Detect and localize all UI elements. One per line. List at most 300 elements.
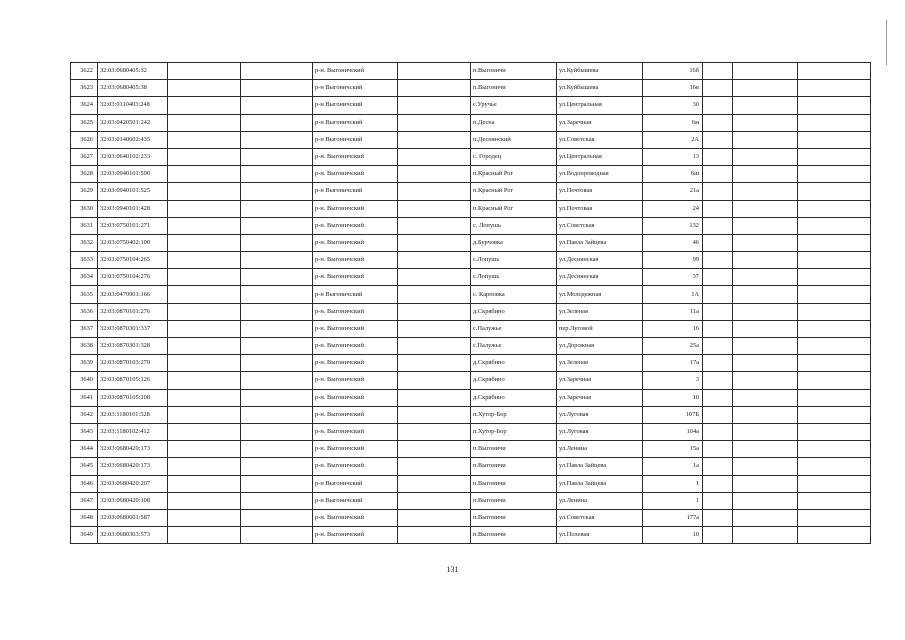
district-cell: р-н Выгоничский [313,80,398,97]
table-row [71,286,871,303]
cadastral-number-cell: 32:03:0680420:173 [98,441,168,458]
street-cell: ул.Куйбышева [557,80,643,97]
empty-cell [733,527,798,544]
empty-cell [703,183,733,200]
empty-cell [241,527,313,544]
record-number-cell: 3630 [71,200,98,217]
cadastral-number-cell: 32:03:0870105:108 [98,389,168,406]
empty-cell [241,492,313,509]
settlement-cell: с.Палужье [471,320,557,337]
settlement-cell: п.Выгоничи [471,509,557,526]
settlement-cell: п.Хутор-Бор [471,406,557,423]
record-number-cell: 3634 [71,269,98,286]
empty-cell [798,527,871,544]
street-cell: ул.Молодежная [557,286,643,303]
settlement-cell: п.Выгоничи [471,63,557,80]
empty-cell [703,406,733,423]
empty-cell [168,441,241,458]
empty-cell [798,303,871,320]
record-number-cell: 3627 [71,148,98,165]
empty-cell [703,372,733,389]
empty-cell [168,423,241,440]
street-cell: ул.Дорожная [557,338,643,355]
record-number-cell: 3629 [71,183,98,200]
house-number-cell: 16в [643,80,703,97]
empty-cell [798,423,871,440]
empty-cell [798,320,871,337]
district-cell: р-н. Выгоничский [313,234,398,251]
empty-cell [398,320,471,337]
empty-cell [798,389,871,406]
page-number: 131 [446,565,459,574]
table-row [71,63,871,80]
empty-cell [703,475,733,492]
empty-cell [168,183,241,200]
empty-cell [168,217,241,234]
house-number-cell: 107Б [643,406,703,423]
empty-cell [241,441,313,458]
street-cell: ул.Советская [557,217,643,234]
cadastral-number-cell: 32:03:0750101:271 [98,217,168,234]
house-number-cell: 17а [643,355,703,372]
settlement-cell: д.Скрябино [471,355,557,372]
street-cell: ул.Зеленая [557,355,643,372]
street-cell: ул.Куйбышева [557,63,643,80]
empty-cell [703,200,733,217]
empty-cell [168,509,241,526]
street-cell: ул.Луговая [557,423,643,440]
empty-cell [241,131,313,148]
table-row [71,217,871,234]
settlement-cell: п.Красный Рог [471,200,557,217]
empty-cell [798,492,871,509]
table-row [71,509,871,526]
house-number-cell: 1а [643,458,703,475]
empty-cell [733,509,798,526]
house-number-cell: 24 [643,200,703,217]
empty-cell [168,303,241,320]
empty-cell [398,286,471,303]
empty-cell [398,131,471,148]
empty-cell [798,200,871,217]
empty-cell [241,269,313,286]
settlement-cell: с. Лопушь [471,217,557,234]
empty-cell [168,355,241,372]
empty-cell [398,527,471,544]
empty-cell [733,475,798,492]
street-cell: ул.Павла Зайцева [557,234,643,251]
record-number-cell: 3631 [71,217,98,234]
settlement-cell: п.Выгоничи [471,492,557,509]
cadastral-number-cell: 32:03:0680420:173 [98,458,168,475]
cadastral-number-cell: 32:03:0750104:276 [98,269,168,286]
empty-cell [168,458,241,475]
empty-cell [398,252,471,269]
settlement-cell: п.Красный Рог [471,183,557,200]
empty-cell [168,114,241,131]
empty-cell [241,406,313,423]
cadastral-number-cell: 32:03:0140602:435 [98,131,168,148]
empty-cell [703,269,733,286]
empty-cell [703,303,733,320]
empty-cell [241,148,313,165]
cadastral-number-cell: 32:03:0680601:587 [98,509,168,526]
empty-cell [733,458,798,475]
empty-cell [733,80,798,97]
street-cell: ул.Зеленая [557,303,643,320]
district-cell: р-н. Выгоничский [313,458,398,475]
settlement-cell: с. Карповка [471,286,557,303]
house-number-cell: 13 [643,148,703,165]
empty-cell [798,441,871,458]
empty-cell [703,320,733,337]
cadastral-number-cell: 32:03:1180102:412 [98,423,168,440]
empty-cell [733,97,798,114]
empty-cell [398,458,471,475]
empty-cell [241,423,313,440]
empty-cell [398,406,471,423]
empty-cell [798,80,871,97]
table-row [71,527,871,544]
empty-cell [798,183,871,200]
table-row [71,355,871,372]
empty-cell [733,114,798,131]
record-number-cell: 3633 [71,252,98,269]
district-cell: р-н Выгоничский [313,114,398,131]
empty-cell [703,441,733,458]
street-cell: ул.Почтовая [557,183,643,200]
house-number-cell: 10 [643,527,703,544]
empty-cell [798,166,871,183]
settlement-cell: п.Выгоничи [471,475,557,492]
cadastral-number-cell: 32:03:0870103:270 [98,355,168,372]
table-row [71,372,871,389]
record-number-cell: 3645 [71,458,98,475]
empty-cell [733,389,798,406]
street-cell: ул.Луговая [557,406,643,423]
district-cell: р-н. Выгоничский [313,166,398,183]
empty-cell [241,97,313,114]
empty-cell [241,389,313,406]
empty-cell [798,63,871,80]
district-cell: р-н Выгоничский [313,131,398,148]
empty-cell [398,234,471,251]
cadastral-number-cell: 32:03:0680420:108 [98,492,168,509]
empty-cell [733,423,798,440]
empty-cell [703,217,733,234]
empty-cell [168,338,241,355]
empty-cell [398,183,471,200]
settlement-cell: с. Городец [471,148,557,165]
house-number-cell: 1 [643,492,703,509]
street-cell: ул.Заречная [557,372,643,389]
empty-cell [733,131,798,148]
house-number-cell: 99 [643,252,703,269]
table-row [71,492,871,509]
cadastral-number-cell: 32:03:0680405:38 [98,80,168,97]
record-number-cell: 3642 [71,406,98,423]
district-cell: р-н. Выгоничский [313,252,398,269]
empty-cell [398,148,471,165]
empty-cell [241,234,313,251]
empty-cell [703,148,733,165]
record-number-cell: 3625 [71,114,98,131]
street-cell: ул.Центральная [557,97,643,114]
empty-cell [798,217,871,234]
empty-cell [398,166,471,183]
empty-cell [703,509,733,526]
empty-cell [241,458,313,475]
settlement-cell: п.Выгоничи [471,527,557,544]
street-cell: ул.Павла Зайцева [557,458,643,475]
house-number-cell: 21а [643,183,703,200]
empty-cell [703,458,733,475]
table-row [71,183,871,200]
empty-cell [241,63,313,80]
empty-cell [241,475,313,492]
district-cell: р-н Выгоничский [313,183,398,200]
settlement-cell: п.Выгоничи [471,80,557,97]
empty-cell [733,286,798,303]
empty-cell [703,527,733,544]
empty-cell [703,114,733,131]
empty-cell [703,97,733,114]
district-cell: р-н Выгоничский [313,97,398,114]
house-number-cell: 177а [643,509,703,526]
empty-cell [398,492,471,509]
record-number-cell: 3632 [71,234,98,251]
settlement-cell: п.Выгоничи [471,458,557,475]
street-cell: ул.Советская [557,131,643,148]
cadastral-number-cell: 32:03:0870301:328 [98,338,168,355]
house-number-cell: 10 [643,389,703,406]
cadastral-number-cell: 32:03:0680405:32 [98,63,168,80]
district-cell: р-н Выгоничский [313,492,398,509]
empty-cell [703,389,733,406]
table-row [71,97,871,114]
empty-cell [733,492,798,509]
empty-cell [168,286,241,303]
empty-cell [398,303,471,320]
settlement-cell: п.Красный Рог [471,166,557,183]
table-row [71,269,871,286]
settlement-cell: п.Выгоничи [471,441,557,458]
empty-cell [798,97,871,114]
empty-cell [398,114,471,131]
house-number-cell: 6м [643,114,703,131]
empty-cell [241,114,313,131]
table-row [71,338,871,355]
cadastral-number-cell: 32:03:0750402:100 [98,234,168,251]
empty-cell [733,166,798,183]
empty-cell [398,509,471,526]
table-row [71,475,871,492]
cadastral-number-cell: 32:03:0470901:166 [98,286,168,303]
empty-cell [703,286,733,303]
empty-cell [241,320,313,337]
street-cell: ул.Заречная [557,389,643,406]
register-table-body [71,63,871,544]
empty-cell [168,269,241,286]
empty-cell [733,200,798,217]
street-cell: пер.Луговой [557,320,643,337]
empty-cell [168,131,241,148]
table-row [71,320,871,337]
settlement-cell: с.Палужье [471,338,557,355]
empty-cell [733,252,798,269]
empty-cell [241,338,313,355]
district-cell: р-н. Выгоничский [313,303,398,320]
street-cell: ул.Советская [557,509,643,526]
settlement-cell: с.Лопушь [471,252,557,269]
cadastral-number-cell: 32:03:1180101:528 [98,406,168,423]
house-number-cell: 15а [643,441,703,458]
record-number-cell: 3628 [71,166,98,183]
street-cell: ул.Павла Зайцева [557,475,643,492]
empty-cell [168,406,241,423]
cadastral-number-cell: 32:03:0110403:248 [98,97,168,114]
table-row [71,458,871,475]
settlement-cell: д.Бурчовка [471,234,557,251]
street-cell: ул.Водопроводная [557,166,643,183]
table-row [71,80,871,97]
empty-cell [241,80,313,97]
record-number-cell: 3638 [71,338,98,355]
district-cell: р-н. Выгоничский [313,441,398,458]
empty-cell [168,320,241,337]
district-cell: р-н. Выгоничский [313,200,398,217]
table-row [71,441,871,458]
settlement-cell: п.Десна [471,114,557,131]
house-number-cell: 37 [643,269,703,286]
district-cell: р-н. Выгоничский [313,355,398,372]
table-row [71,148,871,165]
street-cell: ул.Полевая [557,527,643,544]
empty-cell [241,200,313,217]
settlement-cell: с.Лопушь [471,269,557,286]
district-cell: р-н. Выгоничский [313,509,398,526]
house-number-cell: 30 [643,97,703,114]
empty-cell [733,355,798,372]
table-row [71,131,871,148]
empty-cell [398,97,471,114]
cadastral-number-cell: 32:03:0870301:337 [98,320,168,337]
empty-cell [241,252,313,269]
empty-cell [703,80,733,97]
district-cell: р-н. Выгоничский [313,389,398,406]
table-row [71,166,871,183]
empty-cell [398,338,471,355]
empty-cell [798,234,871,251]
empty-cell [168,148,241,165]
empty-cell [798,269,871,286]
empty-cell [398,80,471,97]
record-number-cell: 3624 [71,97,98,114]
settlement-cell: п.Хутор-Бор [471,423,557,440]
house-number-cell: 1А [643,286,703,303]
street-cell: ул.Ленина [557,492,643,509]
record-number-cell: 3635 [71,286,98,303]
empty-cell [241,372,313,389]
district-cell: р-н. Выгоничский [313,406,398,423]
empty-cell [798,114,871,131]
empty-cell [241,217,313,234]
table-row [71,200,871,217]
record-number-cell: 3626 [71,131,98,148]
record-number-cell: 3647 [71,492,98,509]
record-number-cell: 3644 [71,441,98,458]
empty-cell [241,303,313,320]
empty-cell [733,217,798,234]
district-cell: р-н. Выгоничский [313,148,398,165]
cadastral-number-cell: 32:03:0420501:242 [98,114,168,131]
empty-cell [168,200,241,217]
street-cell: ул.Почтовая [557,200,643,217]
empty-cell [733,148,798,165]
district-cell: р-н Выгоничский [313,475,398,492]
empty-cell [703,492,733,509]
empty-cell [398,200,471,217]
empty-cell [798,338,871,355]
empty-cell [398,355,471,372]
district-cell: р-н. Выгоничский [313,269,398,286]
cadastral-number-cell: 32:03:0750104:265 [98,252,168,269]
empty-cell [398,269,471,286]
empty-cell [168,372,241,389]
empty-cell [703,252,733,269]
house-number-cell: 25а [643,338,703,355]
empty-cell [168,475,241,492]
empty-cell [168,389,241,406]
empty-cell [398,372,471,389]
record-number-cell: 3648 [71,509,98,526]
empty-cell [798,458,871,475]
empty-cell [798,148,871,165]
empty-cell [703,131,733,148]
settlement-cell: п.Деснянский [471,131,557,148]
district-cell: р-н. Выгоничский [313,320,398,337]
table-row [71,423,871,440]
table-row [71,234,871,251]
empty-cell [798,252,871,269]
empty-cell [798,286,871,303]
empty-cell [241,166,313,183]
house-number-cell: 2А [643,131,703,148]
record-number-cell: 3636 [71,303,98,320]
house-number-cell: 16б [643,63,703,80]
empty-cell [398,63,471,80]
empty-cell [168,97,241,114]
empty-cell [398,389,471,406]
empty-cell [241,509,313,526]
street-cell: ул.Центральная [557,148,643,165]
district-cell: р-н. Выгоничский [313,217,398,234]
district-cell: р-н. Выгоничский [313,63,398,80]
empty-cell [733,320,798,337]
record-number-cell: 3649 [71,527,98,544]
record-number-cell: 3646 [71,475,98,492]
house-number-cell: 104а [643,423,703,440]
house-number-cell: 16 [643,320,703,337]
empty-cell [168,63,241,80]
cadastral-number-cell: 32:03:0940101:525 [98,183,168,200]
empty-cell [703,234,733,251]
empty-cell [733,234,798,251]
record-number-cell: 3640 [71,372,98,389]
empty-cell [703,338,733,355]
table-row [71,114,871,131]
empty-cell [398,217,471,234]
